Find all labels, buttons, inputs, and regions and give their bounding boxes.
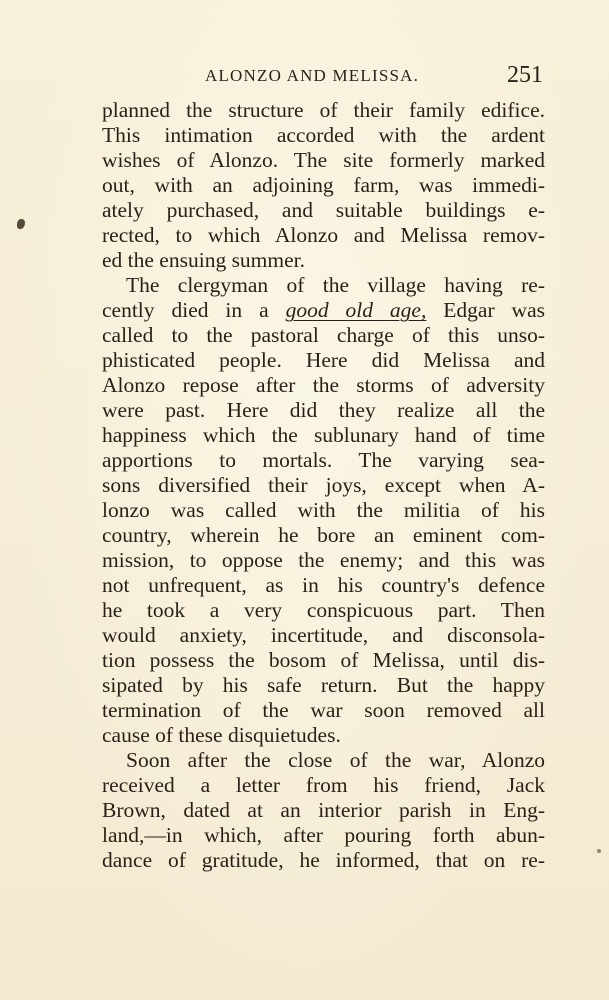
text-line: country, wherein he bore an eminent com-	[102, 523, 545, 547]
text-line: lonzo was called with the militia of his	[102, 498, 545, 522]
text-line: ed the ensuing summer.	[102, 248, 306, 272]
text-line: land,—in which, after pouring forth abun-	[102, 823, 545, 847]
text-line: out, with an adjoining farm, was immedi-	[102, 173, 545, 197]
text-line: sipated by his safe return. But the happy	[102, 673, 545, 697]
paragraph-start-line: Soon after the close of the war, Alonzo	[126, 748, 545, 772]
text-line: apportions to mortals. The varying sea-	[102, 448, 545, 472]
body-text	[102, 98, 545, 873]
text-line: Alonzo repose after the storms of adversity	[102, 373, 545, 397]
text-line: termination of the war soon removed all	[102, 698, 545, 722]
text-fragment: cently died in a	[102, 298, 269, 322]
text-line: This intimation accorded with the ardent	[102, 123, 545, 147]
text-line: he took a very conspicuous part. Then	[102, 598, 545, 622]
text-line: Brown, dated at an interior parish in Eng-	[102, 798, 545, 822]
text-line: wishes of Alonzo. The site formerly marked	[102, 148, 545, 172]
paragraph-start-line: The clergyman of the village having re-	[126, 273, 545, 297]
text-line: tion possess the bosom of Melissa, until dis-	[102, 648, 545, 672]
italic-phrase: good old age,	[285, 298, 427, 322]
text-line: mission, to oppose the enemy; and this was	[102, 548, 545, 572]
running-head	[205, 64, 545, 94]
text-fragment: Edgar was	[443, 298, 545, 322]
text-line: cause of these disquietudes.	[102, 723, 341, 747]
text-line: were past. Here did they realize all the	[102, 398, 545, 422]
text-line: received a letter from his friend, Jack	[102, 773, 545, 797]
running-title: ALONZO AND MELISSA.	[205, 66, 420, 85]
text-line: would anxiety, incertitude, and disconsola-	[102, 623, 545, 647]
paper-speck	[597, 849, 601, 853]
ink-blot	[17, 219, 25, 229]
text-line: phisticated people. Here did Melissa and	[102, 348, 545, 372]
text-line: planned the structure of their family edifice.	[102, 98, 545, 122]
page-number: 251	[507, 62, 543, 88]
text-line: called to the pastoral charge of this unso-	[102, 323, 545, 347]
text-line: ately purchased, and suitable buildings e-	[102, 198, 545, 222]
text-line: happiness which the sublunary hand of time	[102, 423, 545, 447]
text-line: rected, to which Alonzo and Melissa remov-	[102, 223, 545, 247]
text-line: sons diversified their joys, except when A-	[102, 473, 545, 497]
text-line	[102, 298, 545, 323]
text-line: not unfrequent, as in his country's defence	[102, 573, 545, 597]
text-line: dance of gratitude, he informed, that on re-	[102, 848, 545, 872]
